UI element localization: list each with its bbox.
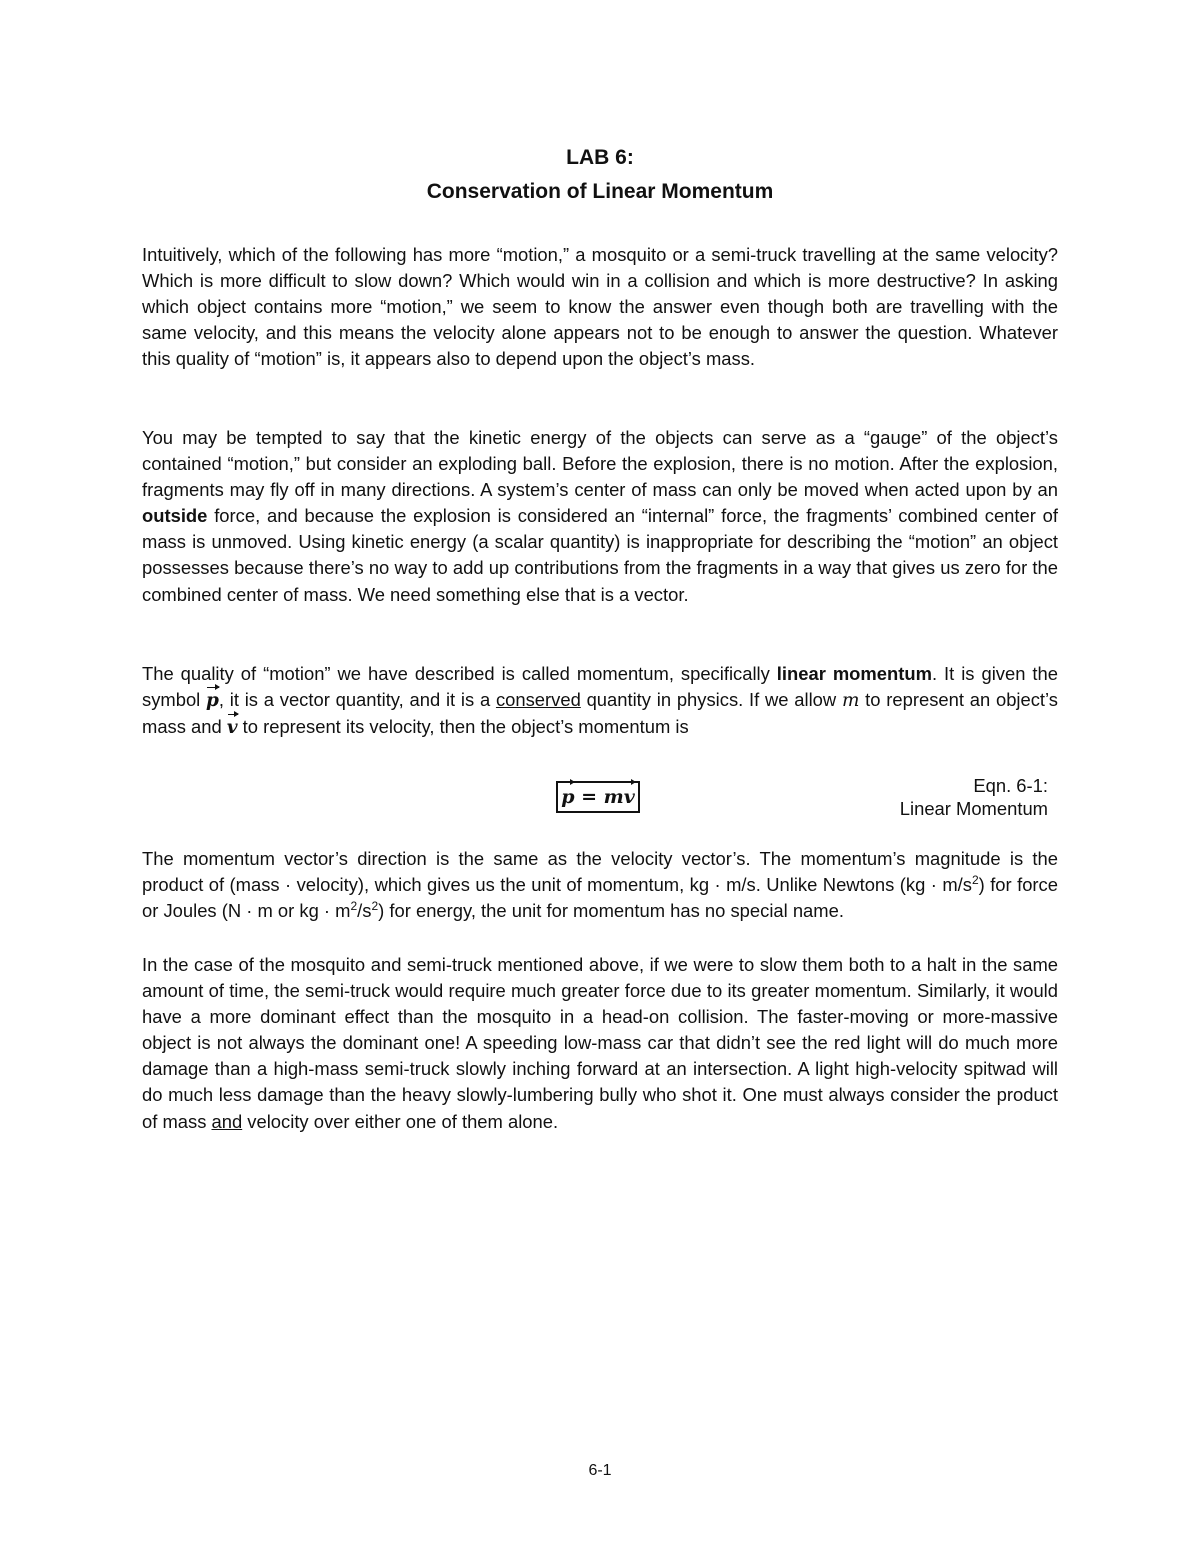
- text-run: velocity over either one of them alone.: [242, 1110, 559, 1132]
- text-run: You may be tempted to say that the kinetic energy of the objects can serve as a “gauge” of the object’s contained “motion,” but consider an exploding ball. Before the explosion, there is no motion. After the explosion, fragments may fly off in many directions. A system’s center of mass can only be moved when acted upon by an: [142, 427, 1058, 501]
- bold-term-linear-momentum: linear momentum: [776, 663, 932, 684]
- equation-mass: m: [603, 786, 624, 808]
- text-run: The momentum vector’s direction is the same as the velocity vector’s. The momentum’s magnitude is the product of (mass · velocity), which gives us the unit of momentum, kg · m/s. Unlike Newtons (kg · m/s: [142, 848, 1058, 896]
- text-run: , it is a vector quantity, and it is a: [218, 689, 496, 711]
- lab-number-heading: LAB 6:: [566, 146, 634, 169]
- equation-caption: Linear Momentum: [899, 798, 1048, 819]
- text-run: to represent an object’s mass and: [142, 689, 1058, 738]
- text-run: /s: [357, 900, 372, 922]
- text-run: The quality of “motion” we have described is called momentum, specifically: [142, 663, 777, 684]
- bold-term-outside: outside: [142, 505, 208, 527]
- paragraph-units: [142, 846, 1058, 924]
- equation-box: [556, 781, 640, 813]
- mass-symbol: m: [841, 690, 860, 712]
- superscript: 2: [371, 899, 379, 914]
- underlined-term-and: and: [211, 1110, 243, 1132]
- text-run: In the case of the mosquito and semi-truck mentioned above, if we were to slow them both to a halt in the same amount of time, the semi-truck would require much greater force due to its greater momentum. Similarly, it would have a more dominant effect than the mosquito in a head-on collision. The faster-moving or more-massive object is not always the dominant one! A speeding low-mass car that didn’t see the red light will do much more damage than a high-mass semi-truck slowly inching forward at an intersection. A light high-velocity spitwad will do much less damage than the heavy slowly-lumbering bully who shot it. One must always consider the product of mass: [142, 954, 1058, 1132]
- superscript: 2: [971, 872, 979, 887]
- page-title: Conservation of Linear Momentum: [426, 180, 774, 203]
- paragraph-kinetic-energy: [142, 425, 1058, 608]
- equation-lhs: p: [561, 783, 574, 811]
- paragraph-momentum-definition: [142, 661, 1058, 741]
- text-run: ) for energy, the unit for momentum has no special name.: [378, 900, 844, 922]
- equation-velocity: v: [624, 783, 635, 811]
- momentum-vector-symbol: p: [206, 688, 219, 714]
- underlined-term-conserved: conserved: [495, 689, 581, 711]
- paragraph-examples: [142, 952, 1058, 1135]
- page-number: 6-1: [588, 1462, 612, 1479]
- text-run: force, and because the explosion is considered an “internal” force, the fragments’ combined center of mass is unmoved. Using kinetic energy (a scalar quantity) is inappropriate for describing the “motion” an object possesses because there’s no way to add up contributions from the fragments in a way that gives us zero for the combined center of mass. We need something else that is a vector.: [142, 505, 1058, 605]
- text-run: ) for force or Joules (N · m or kg · m: [142, 874, 1058, 922]
- text-run: to represent its velocity, then the object’s momentum is: [237, 716, 689, 738]
- superscript: 2: [350, 899, 358, 914]
- equation-number: Eqn. 6-1:: [973, 775, 1048, 796]
- text-run: quantity in physics. If we allow: [580, 689, 842, 711]
- velocity-vector-symbol: v: [227, 715, 238, 741]
- text-run: . It is given the symbol: [142, 663, 1058, 711]
- equation-operator: =: [574, 786, 604, 808]
- paragraph-intro: Intuitively, which of the following has more “motion,” a mosquito or a semi-truck travelling at the same velocity? Which is more difficult to slow down? Which would win in a collision and which is more destructive? In asking which object contains more “motion,” we seem to know the answer even though both are travelling with the same velocity, and this means the velocity alone appears not to be enough to answer the question. Whatever this quality of “motion” is, it appears also to depend upon the object’s mass.: [142, 244, 1058, 370]
